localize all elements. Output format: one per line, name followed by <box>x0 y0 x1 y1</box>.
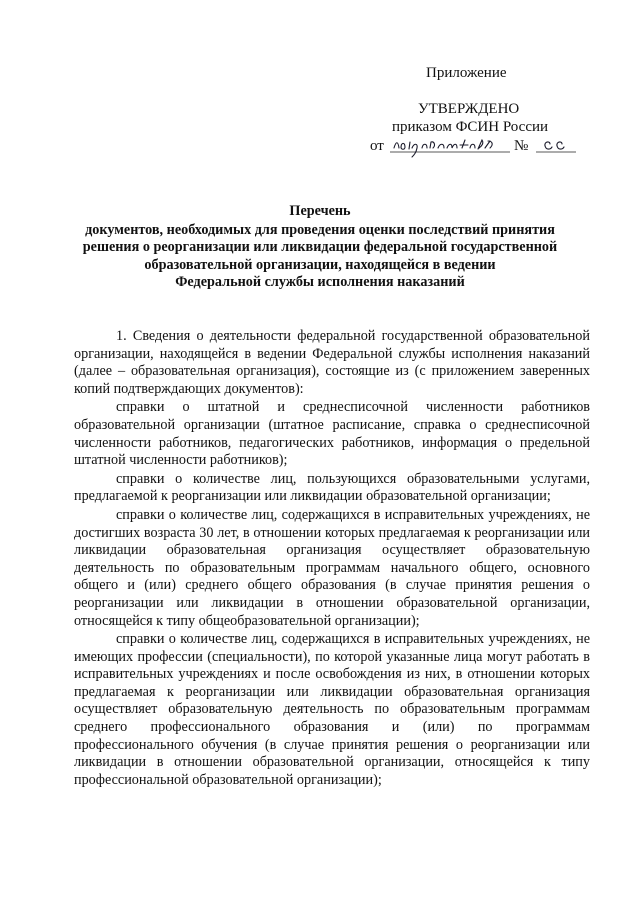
handwritten-date-and-number <box>370 137 576 163</box>
appendix-label: Приложение <box>426 65 507 81</box>
handwritten-date-scribble <box>394 140 492 157</box>
heading-line: Федеральной службы исполнения наказаний <box>175 274 465 290</box>
document-title: Перечень <box>289 203 351 219</box>
approved-stamp-text: УТВЕРЖДЕНО <box>418 101 520 117</box>
body-paragraph: справки о количестве лиц, содержащихся в исправительных учреждениях, не имеющих профессии (специальности), по которой указанные лица могут работать в исправительных учреждениях и после освобождения из них, в отношении которых предлагаемая к реорганизации или ликвидации образовательная организация осуществляет образовательную деятельность по образовательным программам среднего профессионального образования и (или) по программам профессионального обучения (в случае принятия решения о реорганизации или ликвидации в отношении образовательной организации, относящейся к типу профессиональной образовательной организации); <box>74 631 590 788</box>
order-date-number-line <box>370 137 576 163</box>
body-paragraph: 1. Сведения о деятельности федеральной государственной образовательной организации, находящейся в ведении Федеральной службы исполнения наказаний (далее – образовательная организация), состоящие из (с приложением заверенных копий подтверждающих документов): <box>74 328 590 397</box>
handwritten-number-scribble <box>545 142 564 149</box>
order-reference: приказом ФСИН России <box>392 119 549 135</box>
from-label: от <box>370 138 384 154</box>
heading-line: решения о реорганизации или ликвидации федеральной государственной <box>82 239 558 255</box>
body-paragraph: справки о количестве лиц, пользующихся образовательными услугами, предлагаемой к реорганизации или ликвидации образовательной организации; <box>74 470 590 505</box>
number-label: № <box>514 138 529 154</box>
document-body <box>74 328 590 790</box>
body-paragraph: справки о штатной и среднесписочной численности работников образовательной организации (штатное расписание, справка о среднесписочной численности работников, педагогических работников, информация о предельной штатной численности работников); <box>74 399 590 469</box>
body-paragraph: справки о количестве лиц, содержащихся в исправительных учреждениях, не достигших возраста 30 лет, в отношении которых предлагаемая к реорганизации или ликвидации образовательная организация осуществляет образовательную деятельность по образовательным программам начального общего, основного общего и (или) среднего общего образования (в случае принятия решения о реорганизации или ликвидации в отношении образовательной организации, относящейся к типу общеобразовательной организации); <box>74 506 590 629</box>
document-heading <box>60 203 580 292</box>
heading-line: документов, необходимых для проведения оценки последствий принятия <box>85 221 555 238</box>
heading-line: образовательной организации, находящейся в ведении <box>144 256 496 273</box>
